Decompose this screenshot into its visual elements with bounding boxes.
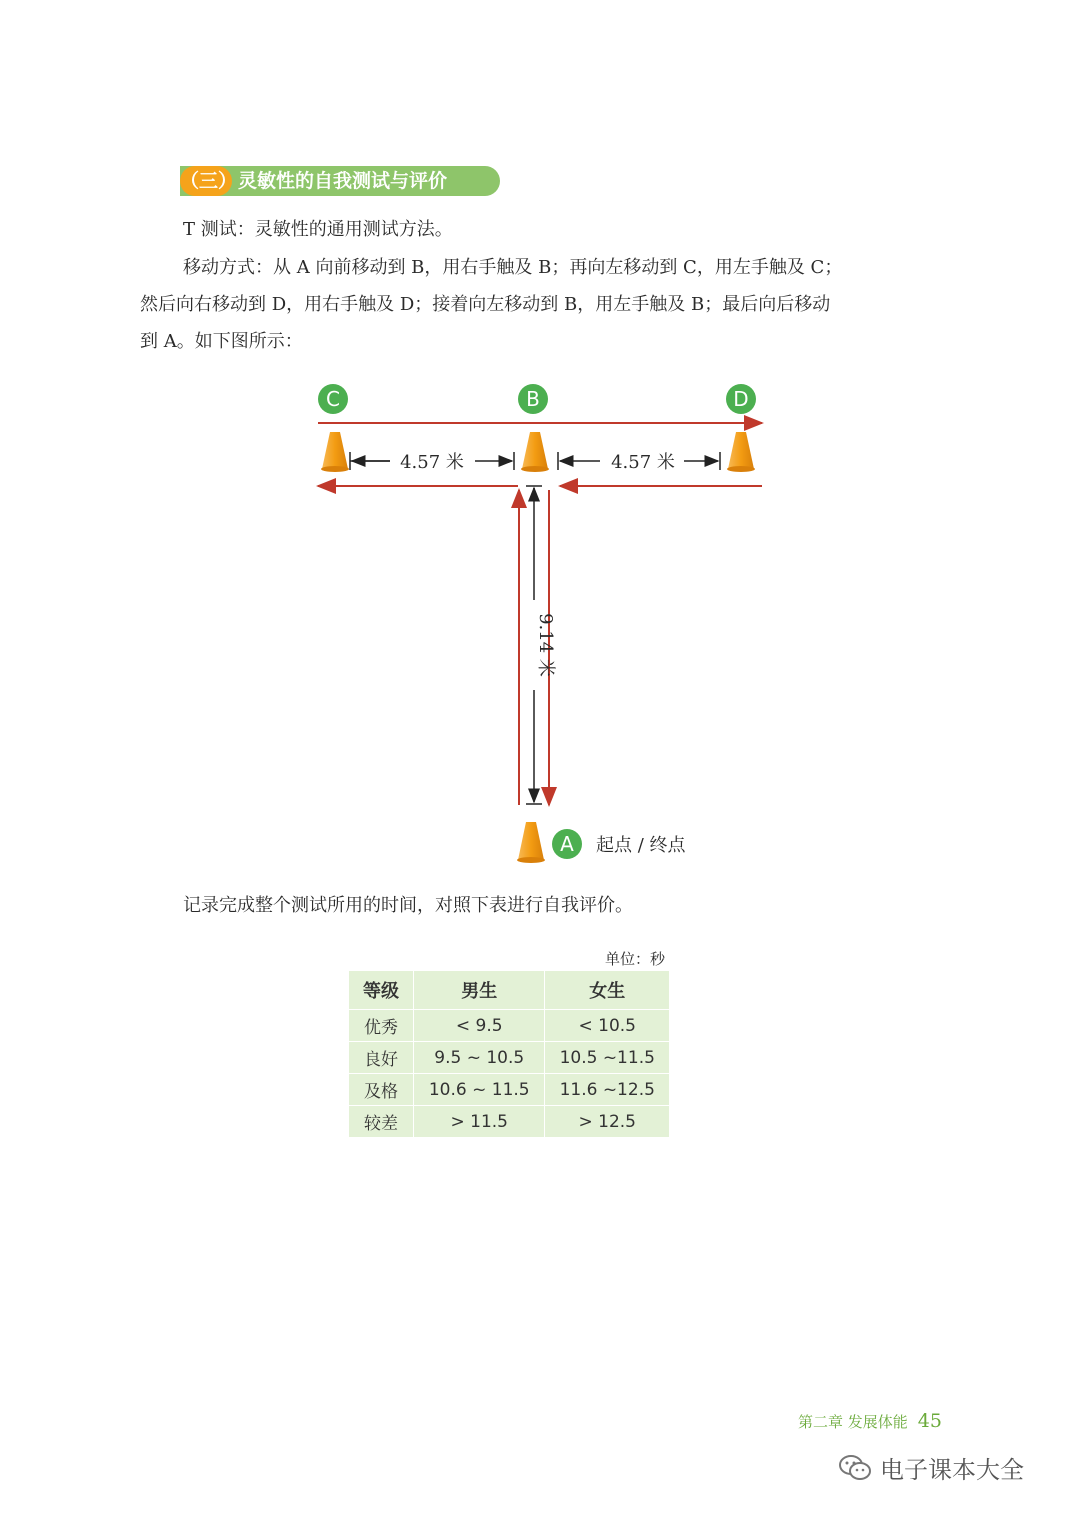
cell-female: > 12.5	[545, 1106, 670, 1138]
chapter-title: 第二章 发展体能	[798, 1413, 908, 1431]
page-number: 45	[917, 1410, 942, 1432]
table-header-row	[349, 971, 670, 1010]
table-row	[349, 1106, 670, 1138]
cell-grade: 良好	[349, 1042, 414, 1074]
page-footer	[798, 1410, 942, 1432]
watermark-text: 电子课本大全	[880, 1456, 1024, 1484]
cell-male: > 11.5	[414, 1106, 545, 1138]
point-d-label: D	[733, 387, 749, 411]
point-b-label: B	[526, 387, 540, 411]
cell-female: < 10.5	[545, 1010, 670, 1042]
cone-d	[727, 432, 755, 472]
point-c-label: C	[326, 387, 340, 411]
paragraph-movement-line3: 到 A。如下图所示：	[140, 331, 303, 352]
grade-table	[348, 970, 670, 1138]
start-end-label: 起点 / 终点	[596, 835, 686, 856]
table-row	[349, 1010, 670, 1042]
cone-c	[321, 432, 349, 472]
header-grade: 等级	[349, 971, 414, 1010]
cone-a	[517, 822, 545, 863]
table-row	[349, 1074, 670, 1106]
paragraph-t-test: T 测试：灵敏性的通用测试方法。	[183, 219, 453, 240]
paragraph-record: 记录完成整个测试所用的时间，对照下表进行自我评价。	[183, 895, 633, 916]
cell-female: 10.5 ~11.5	[545, 1042, 670, 1074]
cell-male: 9.5 ~ 10.5	[414, 1042, 545, 1074]
cell-grade: 较差	[349, 1106, 414, 1138]
table-row	[349, 1042, 670, 1074]
section-title: 灵敏性的自我测试与评价	[238, 170, 448, 192]
header-female: 女生	[545, 971, 670, 1010]
section-number: （三）	[180, 166, 232, 196]
table-unit: 单位：秒	[605, 950, 666, 968]
cell-male: 10.6 ~ 11.5	[414, 1074, 545, 1106]
point-a-label: A	[560, 832, 574, 856]
cell-grade: 及格	[349, 1074, 414, 1106]
cone-b	[521, 432, 549, 472]
cell-male: < 9.5	[414, 1010, 545, 1042]
dim-right-label: 4.57 米	[611, 452, 675, 473]
paragraph-movement-line2: 然后向右移动到 D，用右手触及 D；接着向左移动到 B，用左手触及 B；最后向后移动	[140, 294, 831, 315]
watermark	[838, 1450, 1024, 1485]
dim-left-label: 4.57 米	[400, 452, 464, 473]
wechat-icon	[838, 1454, 872, 1482]
dim-vertical-label: 9.14 米	[535, 613, 556, 677]
header-male: 男生	[414, 971, 545, 1010]
cell-female: 11.6 ~12.5	[545, 1074, 670, 1106]
cell-grade: 优秀	[349, 1010, 414, 1042]
paragraph-movement-line1: 移动方式：从 A 向前移动到 B，用右手触及 B；再向左移动到 C，用左手触及 C；	[183, 257, 843, 278]
